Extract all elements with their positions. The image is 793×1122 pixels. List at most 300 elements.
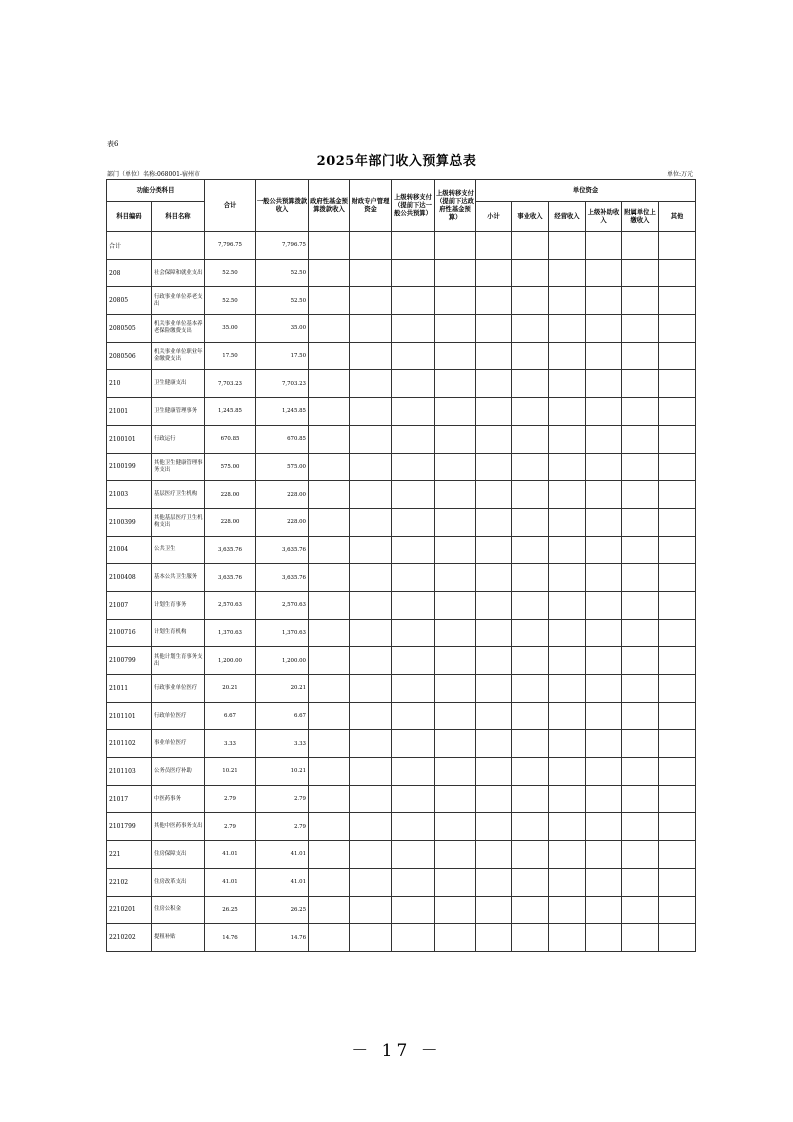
cell-empty — [350, 841, 392, 869]
cell-empty — [586, 315, 622, 343]
cell-general-budget: 3,635.76 — [256, 536, 309, 564]
cell-empty — [309, 647, 350, 675]
cell-empty — [309, 619, 350, 647]
cell-empty — [512, 342, 549, 370]
cell-empty — [512, 675, 549, 703]
cell-empty — [435, 536, 476, 564]
cell-empty — [309, 342, 350, 370]
cell-empty — [309, 785, 350, 813]
cell-empty — [622, 425, 659, 453]
cell-code: 2210202 — [107, 924, 152, 952]
cell-general-budget: 41.01 — [256, 841, 309, 869]
cell-name: 住房公积金 — [152, 896, 205, 924]
cell-general-budget: 52.50 — [256, 287, 309, 315]
cell-empty — [309, 564, 350, 592]
cell-empty — [435, 342, 476, 370]
cell-empty — [476, 232, 512, 260]
table-row — [107, 453, 696, 481]
cell-empty — [309, 315, 350, 343]
cell-general-budget: 14.76 — [256, 924, 309, 952]
cell-empty — [549, 453, 586, 481]
table-row — [107, 730, 696, 758]
cell-empty — [586, 259, 622, 287]
cell-empty — [392, 813, 435, 841]
cell-general-budget: 7,796.75 — [256, 232, 309, 260]
cell-empty — [350, 730, 392, 758]
cell-empty — [586, 508, 622, 536]
cell-empty — [622, 232, 659, 260]
cell-empty — [549, 508, 586, 536]
cell-code: 21004 — [107, 536, 152, 564]
cell-name: 卫生健康管理事务 — [152, 398, 205, 426]
cell-empty — [586, 675, 622, 703]
table-row — [107, 591, 696, 619]
cell-general-budget: 35.00 — [256, 315, 309, 343]
cell-empty — [622, 287, 659, 315]
cell-total: 3,635.76 — [205, 536, 256, 564]
cell-empty — [435, 481, 476, 509]
table-row — [107, 619, 696, 647]
cell-general-budget: 3.33 — [256, 730, 309, 758]
cell-empty — [392, 758, 435, 786]
cell-empty — [659, 785, 696, 813]
cell-empty — [392, 370, 435, 398]
cell-empty — [476, 508, 512, 536]
cell-name: 社会保障和就业支出 — [152, 259, 205, 287]
cell-code: 22102 — [107, 868, 152, 896]
cell-name: 行政事业单位医疗 — [152, 675, 205, 703]
cell-empty — [309, 259, 350, 287]
table-row — [107, 370, 696, 398]
cell-empty — [309, 425, 350, 453]
cell-code: 21001 — [107, 398, 152, 426]
cell-empty — [659, 841, 696, 869]
cell-empty — [659, 564, 696, 592]
cell-empty — [512, 232, 549, 260]
cell-empty — [659, 536, 696, 564]
cell-empty — [512, 730, 549, 758]
cell-empty — [512, 425, 549, 453]
cell-empty — [622, 758, 659, 786]
cell-total: 228.00 — [205, 508, 256, 536]
cell-empty — [512, 315, 549, 343]
cell-empty — [435, 619, 476, 647]
cell-empty — [309, 453, 350, 481]
cell-empty — [392, 591, 435, 619]
cell-empty — [350, 259, 392, 287]
cell-empty — [350, 924, 392, 952]
cell-empty — [392, 453, 435, 481]
cell-empty — [435, 896, 476, 924]
cell-empty — [476, 730, 512, 758]
cell-total: 17.50 — [205, 342, 256, 370]
table-row — [107, 924, 696, 952]
cell-empty — [392, 619, 435, 647]
cell-empty — [392, 841, 435, 869]
cell-empty — [435, 841, 476, 869]
cell-empty — [435, 398, 476, 426]
table-row — [107, 398, 696, 426]
table-row — [107, 675, 696, 703]
cell-empty — [476, 924, 512, 952]
cell-empty — [435, 868, 476, 896]
cell-empty — [549, 481, 586, 509]
cell-total: 2,570.63 — [205, 591, 256, 619]
cell-general-budget: 26.25 — [256, 896, 309, 924]
cell-name: 提租补贴 — [152, 924, 205, 952]
cell-empty — [435, 370, 476, 398]
cell-empty — [549, 536, 586, 564]
cell-empty — [350, 342, 392, 370]
cell-code: 21007 — [107, 591, 152, 619]
cell-empty — [622, 675, 659, 703]
cell-empty — [512, 785, 549, 813]
cell-empty — [659, 370, 696, 398]
cell-empty — [350, 785, 392, 813]
cell-empty — [622, 647, 659, 675]
cell-empty — [549, 564, 586, 592]
cell-empty — [512, 564, 549, 592]
cell-code: 2100716 — [107, 619, 152, 647]
header-transfer-gov: 上级转移支付（提前下达政府性基金预算） — [435, 180, 476, 232]
table-number: 表6 — [107, 140, 119, 148]
cell-code: 2101103 — [107, 758, 152, 786]
cell-name: 住房改革支出 — [152, 868, 205, 896]
cell-empty — [350, 232, 392, 260]
cell-empty — [549, 924, 586, 952]
cell-empty — [392, 259, 435, 287]
table-row — [107, 702, 696, 730]
cell-general-budget: 2,570.63 — [256, 591, 309, 619]
cell-empty — [350, 564, 392, 592]
cell-empty — [392, 315, 435, 343]
cell-total: 228.00 — [205, 481, 256, 509]
cell-name — [152, 232, 205, 260]
cell-empty — [659, 591, 696, 619]
cell-empty — [476, 481, 512, 509]
cell-empty — [476, 259, 512, 287]
cell-empty — [435, 647, 476, 675]
cell-empty — [622, 453, 659, 481]
cell-empty — [512, 896, 549, 924]
cell-total: 14.76 — [205, 924, 256, 952]
cell-empty — [392, 702, 435, 730]
header-code: 科目编码 — [107, 202, 152, 232]
cell-empty — [512, 813, 549, 841]
cell-general-budget: 575.00 — [256, 453, 309, 481]
cell-empty — [309, 591, 350, 619]
cell-empty — [586, 785, 622, 813]
cell-empty — [659, 481, 696, 509]
cell-empty — [549, 619, 586, 647]
cell-empty — [350, 370, 392, 398]
cell-empty — [476, 619, 512, 647]
cell-name: 事业单位医疗 — [152, 730, 205, 758]
cell-code: 20805 — [107, 287, 152, 315]
cell-name: 住房保障支出 — [152, 841, 205, 869]
cell-empty — [659, 398, 696, 426]
cell-empty — [586, 591, 622, 619]
cell-empty — [435, 508, 476, 536]
cell-empty — [586, 702, 622, 730]
cell-empty — [392, 896, 435, 924]
cell-total: 2.79 — [205, 785, 256, 813]
cell-empty — [659, 453, 696, 481]
cell-empty — [392, 481, 435, 509]
cell-empty — [512, 841, 549, 869]
table-row — [107, 813, 696, 841]
cell-empty — [309, 841, 350, 869]
table-row — [107, 425, 696, 453]
cell-code: 2101101 — [107, 702, 152, 730]
cell-empty — [476, 785, 512, 813]
cell-empty — [435, 425, 476, 453]
cell-empty — [549, 425, 586, 453]
cell-empty — [549, 591, 586, 619]
cell-name: 基层医疗卫生机构 — [152, 481, 205, 509]
cell-name: 中医药事务 — [152, 785, 205, 813]
cell-empty — [659, 232, 696, 260]
cell-code: 2080505 — [107, 315, 152, 343]
cell-empty — [622, 702, 659, 730]
header-transfer-general: 上级转移支付（提前下达一般公共预算） — [392, 180, 435, 232]
cell-empty — [392, 425, 435, 453]
cell-total: 35.00 — [205, 315, 256, 343]
cell-name: 行政单位医疗 — [152, 702, 205, 730]
cell-total: 3.33 — [205, 730, 256, 758]
cell-empty — [512, 536, 549, 564]
cell-code: 2210201 — [107, 896, 152, 924]
cell-empty — [622, 785, 659, 813]
cell-empty — [622, 342, 659, 370]
header-func-class: 功能分类科目 — [107, 180, 205, 202]
cell-empty — [350, 813, 392, 841]
table-row — [107, 896, 696, 924]
cell-total: 7,796.75 — [205, 232, 256, 260]
cell-empty — [622, 619, 659, 647]
cell-total: 3,635.76 — [205, 564, 256, 592]
cell-empty — [586, 924, 622, 952]
cell-empty — [476, 868, 512, 896]
header-other: 其他 — [659, 202, 696, 232]
cell-general-budget: 10.21 — [256, 758, 309, 786]
cell-empty — [622, 536, 659, 564]
cell-total: 41.01 — [205, 841, 256, 869]
cell-empty — [549, 232, 586, 260]
cell-empty — [476, 453, 512, 481]
cell-code: 合计 — [107, 232, 152, 260]
table-row — [107, 481, 696, 509]
cell-empty — [549, 370, 586, 398]
cell-empty — [309, 896, 350, 924]
cell-empty — [622, 591, 659, 619]
cell-empty — [622, 508, 659, 536]
cell-total: 10.21 — [205, 758, 256, 786]
cell-empty — [659, 259, 696, 287]
cell-empty — [350, 591, 392, 619]
cell-empty — [435, 813, 476, 841]
cell-empty — [350, 425, 392, 453]
cell-empty — [392, 924, 435, 952]
cell-empty — [392, 342, 435, 370]
cell-empty — [435, 924, 476, 952]
cell-empty — [512, 868, 549, 896]
cell-empty — [549, 342, 586, 370]
cell-total: 2.79 — [205, 813, 256, 841]
cell-empty — [512, 287, 549, 315]
cell-general-budget: 41.01 — [256, 868, 309, 896]
department-label: 部门（单位）名称:068001-宿州市 — [107, 171, 200, 178]
table-row — [107, 868, 696, 896]
cell-empty — [309, 508, 350, 536]
cell-empty — [549, 398, 586, 426]
cell-empty — [309, 868, 350, 896]
header-superior-subsidy: 上级补助收入 — [586, 202, 622, 232]
cell-empty — [586, 868, 622, 896]
cell-empty — [586, 536, 622, 564]
cell-empty — [512, 702, 549, 730]
cell-empty — [622, 813, 659, 841]
page-title: 2025年部门收入预算总表 — [316, 154, 477, 169]
cell-empty — [476, 342, 512, 370]
cell-empty — [392, 730, 435, 758]
cell-empty — [476, 841, 512, 869]
page-number: － 17 － — [351, 1041, 442, 1061]
cell-code: 210 — [107, 370, 152, 398]
table-row — [107, 841, 696, 869]
cell-empty — [392, 647, 435, 675]
cell-general-budget: 2.79 — [256, 785, 309, 813]
cell-empty — [309, 536, 350, 564]
cell-empty — [435, 785, 476, 813]
cell-empty — [512, 619, 549, 647]
cell-empty — [512, 453, 549, 481]
cell-empty — [659, 924, 696, 952]
cell-name: 其他基层医疗卫生机构支出 — [152, 508, 205, 536]
cell-empty — [512, 924, 549, 952]
header-total: 合计 — [205, 180, 256, 232]
cell-empty — [586, 232, 622, 260]
cell-name: 机关事业单位基本养老保险缴费支出 — [152, 315, 205, 343]
header-special: 财政专户管理资金 — [350, 180, 392, 232]
cell-name: 机关事业单位职业年金缴费支出 — [152, 342, 205, 370]
cell-code: 21017 — [107, 785, 152, 813]
cell-name: 其他计划生育事务支出 — [152, 647, 205, 675]
cell-empty — [309, 813, 350, 841]
cell-name: 其他中医药事务支出 — [152, 813, 205, 841]
cell-empty — [659, 315, 696, 343]
cell-code: 2100408 — [107, 564, 152, 592]
cell-empty — [476, 702, 512, 730]
cell-empty — [435, 564, 476, 592]
cell-name: 行政事业单位养老支出 — [152, 287, 205, 315]
cell-empty — [512, 481, 549, 509]
cell-empty — [309, 702, 350, 730]
cell-empty — [435, 702, 476, 730]
cell-name: 计划生育机构 — [152, 619, 205, 647]
cell-empty — [659, 287, 696, 315]
cell-empty — [350, 453, 392, 481]
cell-empty — [549, 785, 586, 813]
cell-empty — [586, 564, 622, 592]
cell-empty — [622, 868, 659, 896]
cell-empty — [435, 730, 476, 758]
cell-general-budget: 1,245.85 — [256, 398, 309, 426]
cell-total: 575.00 — [205, 453, 256, 481]
cell-name: 卫生健康支出 — [152, 370, 205, 398]
cell-name: 其他卫生健康管理事务支出 — [152, 453, 205, 481]
cell-empty — [586, 841, 622, 869]
cell-empty — [659, 813, 696, 841]
cell-empty — [350, 647, 392, 675]
cell-empty — [622, 481, 659, 509]
cell-empty — [549, 813, 586, 841]
cell-empty — [549, 758, 586, 786]
cell-empty — [549, 259, 586, 287]
cell-empty — [476, 675, 512, 703]
cell-empty — [392, 785, 435, 813]
cell-code: 21003 — [107, 481, 152, 509]
cell-code: 221 — [107, 841, 152, 869]
cell-empty — [435, 315, 476, 343]
cell-total: 20.21 — [205, 675, 256, 703]
cell-name: 行政运行 — [152, 425, 205, 453]
cell-name: 公务员医疗补助 — [152, 758, 205, 786]
cell-empty — [586, 398, 622, 426]
cell-total: 670.85 — [205, 425, 256, 453]
cell-empty — [309, 287, 350, 315]
table-row — [107, 536, 696, 564]
cell-empty — [392, 232, 435, 260]
table-row — [107, 785, 696, 813]
cell-empty — [549, 896, 586, 924]
cell-empty — [659, 730, 696, 758]
cell-empty — [350, 398, 392, 426]
cell-empty — [659, 758, 696, 786]
cell-empty — [350, 287, 392, 315]
cell-empty — [476, 425, 512, 453]
table-row — [107, 647, 696, 675]
cell-empty — [309, 370, 350, 398]
cell-empty — [350, 619, 392, 647]
cell-empty — [476, 813, 512, 841]
table-row — [107, 259, 696, 287]
table-row — [107, 287, 696, 315]
cell-empty — [309, 924, 350, 952]
cell-empty — [392, 287, 435, 315]
cell-empty — [659, 702, 696, 730]
cell-empty — [622, 259, 659, 287]
cell-empty — [549, 702, 586, 730]
cell-empty — [512, 508, 549, 536]
cell-code: 2080506 — [107, 342, 152, 370]
cell-code: 2100199 — [107, 453, 152, 481]
cell-empty — [659, 675, 696, 703]
cell-general-budget: 52.50 — [256, 259, 309, 287]
cell-empty — [476, 591, 512, 619]
cell-general-budget: 17.50 — [256, 342, 309, 370]
cell-empty — [350, 896, 392, 924]
cell-empty — [512, 370, 549, 398]
cell-empty — [549, 730, 586, 758]
cell-empty — [309, 398, 350, 426]
cell-general-budget: 7,703.23 — [256, 370, 309, 398]
header-operating: 经营收入 — [549, 202, 586, 232]
cell-empty — [586, 647, 622, 675]
cell-empty — [476, 647, 512, 675]
cell-empty — [435, 259, 476, 287]
cell-code: 2101102 — [107, 730, 152, 758]
